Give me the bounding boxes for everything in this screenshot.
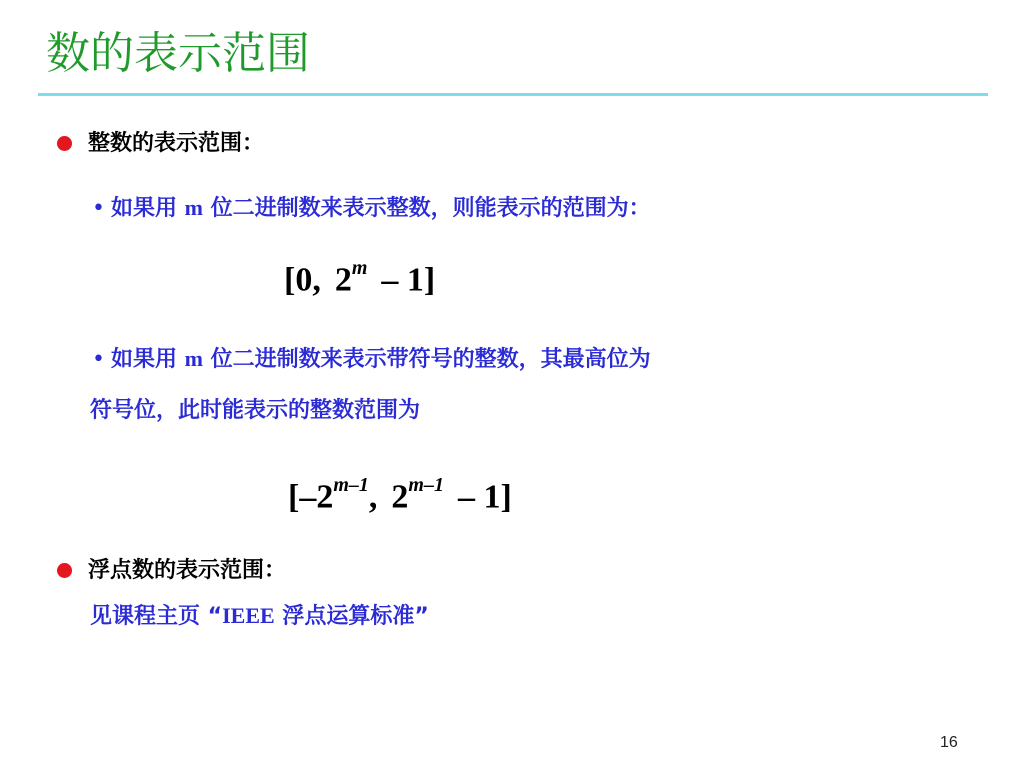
text-post: 位二进制数来表示整数，则能表示的范围为： [202, 196, 651, 221]
signed-range-formula [288, 469, 512, 517]
formula-base-2: 2 [391, 478, 409, 516]
text-post: 位二进制数来表示带符号的整数，其最高位为 [202, 347, 651, 372]
bullet-dot-integer [57, 136, 72, 151]
formula-exponent-1: m–1 [333, 474, 369, 496]
integer-signed-text-line1 [92, 344, 651, 375]
formula-exponent-2: m–1 [408, 474, 444, 496]
text-pre: 如果用 [110, 347, 185, 372]
formula-open: [–2 [288, 478, 334, 516]
reference-ieee: IEEE [222, 603, 275, 628]
ieee-standard-reference [90, 601, 429, 632]
unsigned-range-formula [284, 252, 435, 300]
integer-signed-text-line2: 符号位，此时能表示的整数范围为 [90, 398, 421, 423]
float-range-heading: 浮点数的表示范围： [88, 558, 287, 583]
page-number: 16 [940, 734, 958, 751]
integer-unsigned-text [92, 193, 651, 224]
sub-bullet-mark: • [92, 347, 105, 372]
variable-m: m [184, 195, 203, 220]
sub-bullet-mark: • [92, 196, 105, 221]
reference-pre: 见课程主页 “ [90, 604, 223, 629]
slide-title: 数的表示范围 [46, 28, 310, 79]
formula-open: [0, [284, 261, 321, 299]
formula-tail: – 1] [381, 261, 436, 299]
formula-comma: , [368, 478, 378, 516]
formula-exponent: m [351, 257, 368, 279]
bullet-dot-float [57, 563, 72, 578]
variable-m: m [184, 346, 203, 371]
reference-post: 浮点运算标准” [274, 604, 429, 629]
title-divider [38, 93, 988, 96]
integer-range-heading: 整数的表示范围： [88, 131, 265, 156]
formula-tail: – 1] [457, 478, 512, 516]
formula-base: 2 [334, 261, 352, 299]
text-pre: 如果用 [110, 196, 185, 221]
